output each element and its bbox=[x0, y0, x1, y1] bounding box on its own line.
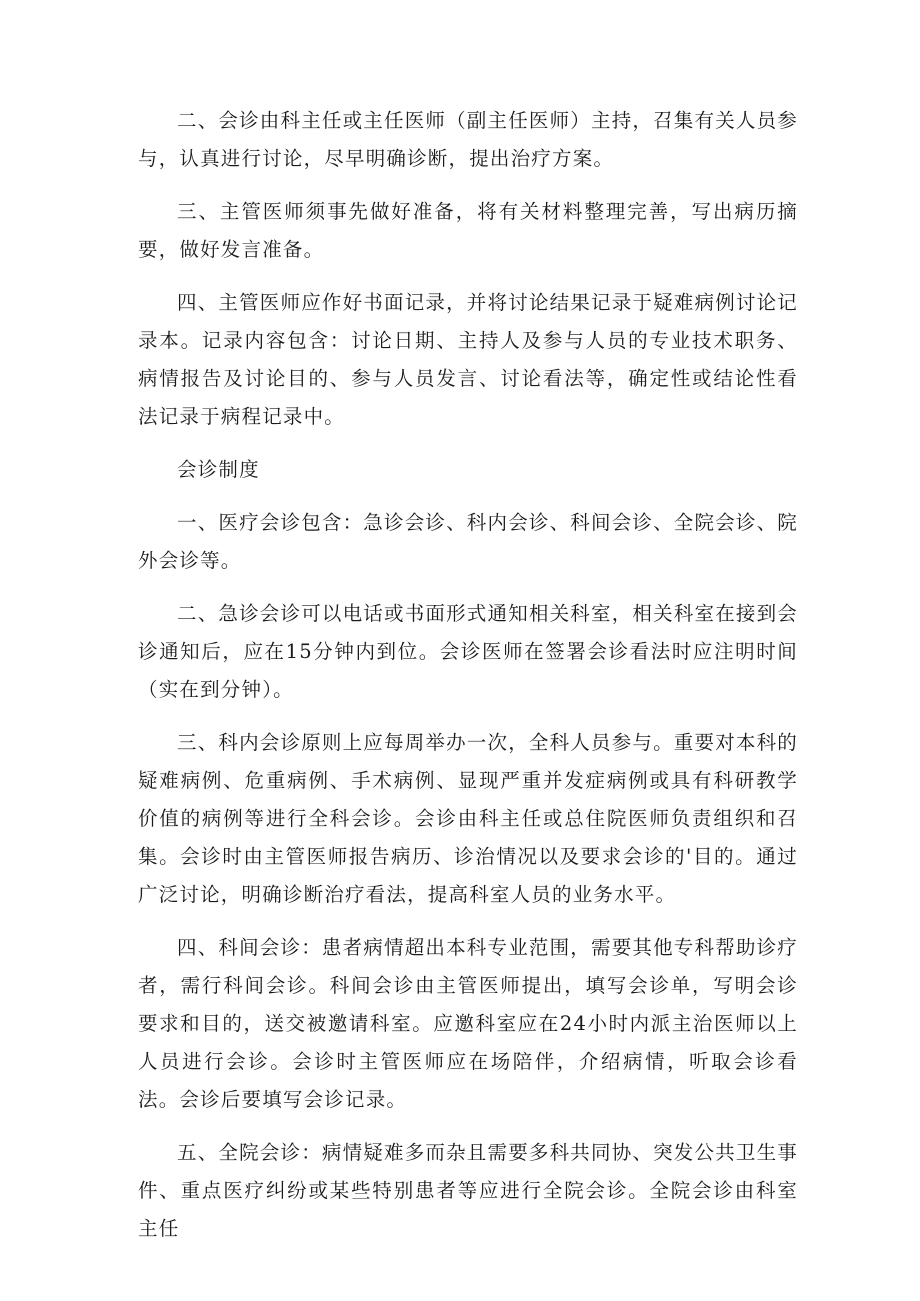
paragraph-emergency-consult: 二、急诊会诊可以电话或书面形式通知相关科室，相关科室在接到会诊通知后，应在15分钟内到位。会诊医师在签署会诊看法时应注明时间（实在到分钟）。 bbox=[138, 602, 799, 701]
paragraph-4-records: 四、主管医师应作好书面记录，并将讨论结果记录于疑难病例讨论记录本。记录内容包含：讨论日期、主持人及参与人员的专业技术职务、病情报告及讨论目的、参与人员发言、讨论看法等，确定性或结论性看法记录于病程记录中。 bbox=[138, 291, 799, 428]
paragraph-3-preparation: 三、主管医师须事先做好准备，将有关材料整理完善，写出病历摘要，做好发言准备。 bbox=[138, 200, 798, 261]
document-body bbox=[138, 102, 798, 1263]
paragraph-hospital-wide-consult: 五、全院会诊：病情疑难多而杂且需要多科共同协、突发公共卫生事件、重点医疗纠纷或某些特别患者等应进行全院会诊。全院会诊由科室主任 bbox=[138, 1141, 799, 1240]
paragraph-intra-department-consult: 三、科内会诊原则上应每周举办一次，全科人员参与。重要对本科的疑难病例、危重病例、手术病例、显现严重并发症病例或具有科研教学价值的病例等进行全科会诊。会诊由科主任或总住院医师负责组织和召集。会诊时由主管医师报告病历、诊治情况以及要求会诊的'目的。通过广泛讨论，明确诊断治疗看法，提高科室人员的业务水平。 bbox=[138, 731, 799, 906]
section-title: 会诊制度 bbox=[177, 458, 260, 481]
paragraph-consult-types: 一、医疗会诊包含：急诊会诊、科内会诊、科间会诊、全院会诊、院外会诊等。 bbox=[138, 511, 799, 572]
paragraph-2-host: 二、会诊由科主任或主任医师（副主任医师）主持，召集有关人员参与，认真进行讨论，尽早明确诊断，提出治疗方案。 bbox=[138, 109, 799, 170]
paragraph-inter-department-consult: 四、科间会诊：患者病情超出本科专业范围，需要其他专科帮助诊疗者，需行科间会诊。科间会诊由主管医师提出，填写会诊单，写明会诊要求和目的，送交被邀请科室。应邀科室应在24小时内派主治医师以上人员进行会诊。会诊时主管医师应在场陪伴，介绍病情，听取会诊看法。会诊后要填写会诊记录。 bbox=[138, 936, 799, 1111]
